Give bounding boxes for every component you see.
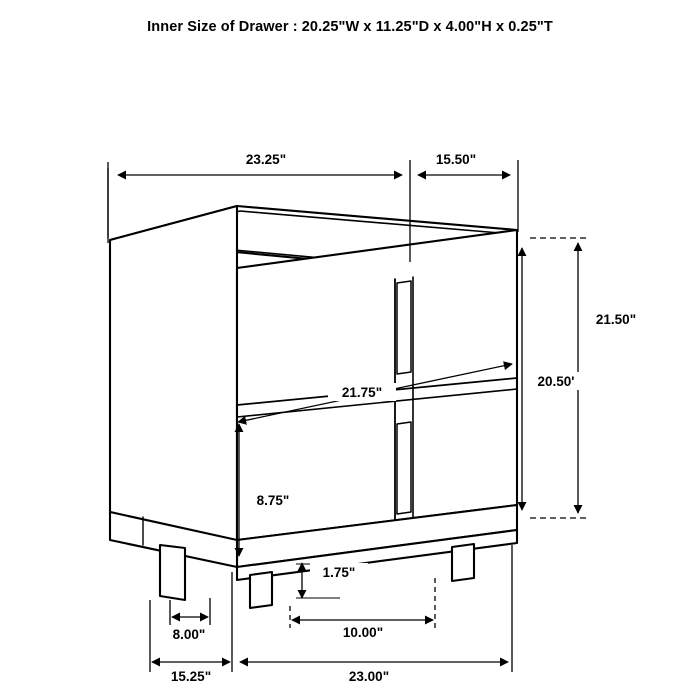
dim-label: 8.00"	[172, 627, 206, 642]
dim-label: 21.50"	[595, 312, 637, 327]
dim-foot-span	[330, 623, 396, 641]
dim-label: 8.75"	[256, 493, 290, 508]
dim-right-outer-height	[585, 310, 647, 328]
upper-drawer-handle	[397, 281, 411, 374]
dim-foot-height	[310, 563, 368, 581]
side-panel	[110, 206, 237, 543]
dim-label: 23.00"	[348, 669, 390, 684]
nightstand-body	[110, 206, 517, 608]
dim-label: 15.25"	[170, 669, 212, 684]
foot-front-left	[250, 572, 272, 608]
dim-foot-inset	[160, 625, 218, 643]
dim-top-left-width	[232, 150, 302, 167]
dim-label: 23.25"	[245, 152, 287, 167]
dim-right-inner-height	[526, 372, 586, 390]
lower-drawer-handle	[397, 422, 411, 514]
dim-drawer-height	[244, 491, 302, 509]
foot-left-rear	[160, 545, 185, 600]
dim-top-right-depth	[422, 150, 492, 167]
dim-base-width	[336, 667, 402, 685]
foot-front-right	[452, 544, 474, 581]
dim-drawer-front-width	[328, 383, 396, 401]
dim-label: 21.75"	[341, 385, 383, 400]
dim-base-depth	[158, 667, 224, 685]
dim-label: 20.50'	[537, 374, 575, 389]
dim-label: 15.50"	[435, 152, 477, 167]
dim-label: 1.75"	[322, 565, 356, 580]
dim-label: 10.00"	[342, 625, 384, 640]
page-title: Inner Size of Drawer : 20.25"W x 11.25"D x 4.00"H x 0.25"T	[147, 19, 553, 35]
